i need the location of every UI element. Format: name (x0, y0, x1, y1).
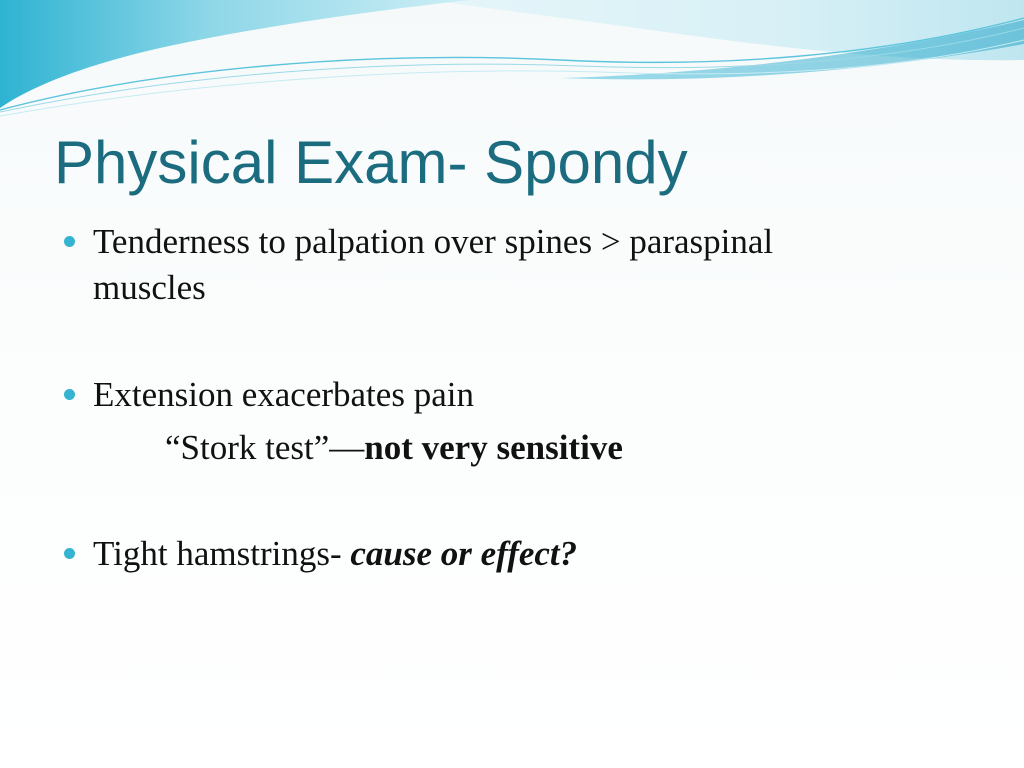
bullet-1-line-1: Tenderness to palpation over spines > paraspinal (93, 222, 774, 261)
bullet-3-text (93, 531, 577, 577)
hamstrings-text: Tight hamstrings- (93, 534, 351, 573)
bullet-1-line-2: muscles (93, 268, 206, 307)
stork-test-text: “Stork test”— (165, 428, 365, 467)
bullet-icon (64, 548, 75, 559)
bullet-2-text: Extension exacerbates pain (93, 375, 474, 414)
bullet-icon (64, 389, 75, 400)
bullet-2-subline (165, 425, 623, 471)
slide-title: Physical Exam- Spondy (54, 129, 688, 196)
bullet-icon (64, 236, 75, 247)
hamstrings-emphasis: cause or effect? (350, 534, 578, 573)
stork-test-emphasis: not very sensitive (364, 428, 623, 467)
